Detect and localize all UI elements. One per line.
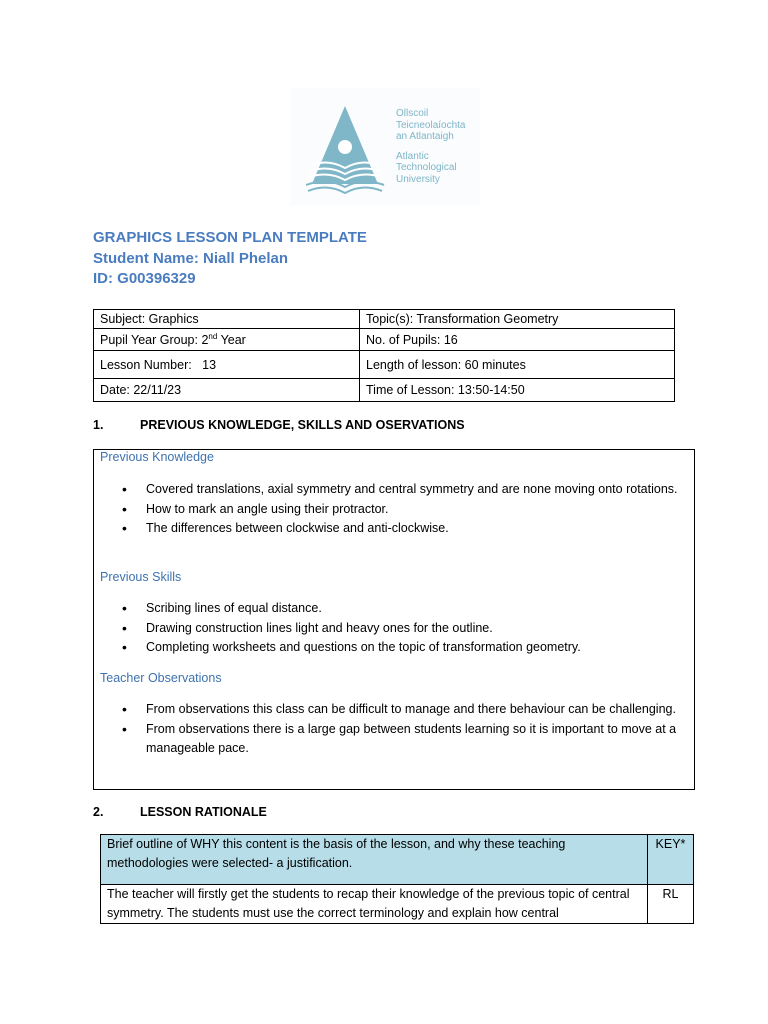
topic-cell: Topic(s): Transformation Geometry [360, 310, 675, 329]
key-header-cell: KEY* [648, 835, 694, 885]
previous-skills-heading: Previous Skills [100, 570, 182, 584]
logo-line: Atlantic [396, 150, 429, 162]
lesson-rationale-table [100, 834, 694, 924]
table-row [101, 835, 694, 885]
table-row [101, 885, 694, 924]
logo-line: University [396, 173, 440, 185]
atu-emblem-icon [302, 102, 388, 194]
list-item: • From observations this class can be difficult to manage and there behaviour can be challenging. [94, 700, 681, 720]
rationale-body-cell: The teacher will firstly get the students to recap their knowledge of the previous topic of central symmetry. The students must use the correct terminology and explain how central [101, 885, 648, 924]
list-item: • From observations there is a large gap between students learning so it is important to move at a manageable pace. [94, 720, 681, 759]
section-heading-rationale: 2. LESSON RATIONALE [93, 805, 267, 819]
logo-line: an Atlantaigh [396, 131, 454, 142]
rationale-header-cell: Brief outline of WHY this content is the basis of the lesson, and why these teaching methodologies were selected- a justification. [101, 835, 648, 885]
key-body-cell: RL [648, 885, 694, 924]
table-row [94, 351, 675, 379]
teacher-observations-list [94, 700, 681, 759]
university-logo [290, 88, 480, 206]
pupils-cell: No. of Pupils: 16 [360, 329, 675, 351]
subject-cell: Subject: Graphics [94, 310, 360, 329]
list-item: • Drawing construction lines light and heavy ones for the outline. [94, 619, 681, 639]
table-row [94, 310, 675, 329]
knowledge-box [93, 449, 695, 790]
table-row [94, 379, 675, 402]
student-name: Student Name: Niall Phelan [93, 249, 289, 267]
table-row [94, 329, 675, 351]
list-item: • The differences between clockwise and anti-clockwise. [94, 519, 681, 539]
logo-line: Technological [396, 162, 457, 173]
list-item: • Completing worksheets and questions on the topic of transformation geometry. [94, 638, 681, 658]
list-item: • Covered translations, axial symmetry and central symmetry and are none moving onto rotations. [94, 480, 681, 500]
pupil-group-cell: Pupil Year Group: 2nd Year [94, 329, 360, 351]
lesson-info-table [93, 309, 675, 402]
lesson-length-cell: Length of lesson: 60 minutes [360, 351, 675, 379]
list-item: • How to mark an angle using their protractor. [94, 500, 681, 520]
document-header [93, 228, 367, 290]
previous-knowledge-heading: Previous Knowledge [100, 450, 214, 464]
logo-wordmark [396, 108, 466, 185]
teacher-observations-heading: Teacher Observations [100, 671, 222, 685]
previous-knowledge-list [94, 480, 681, 539]
logo-line: Ollscoil [396, 108, 429, 119]
previous-skills-list [94, 599, 681, 658]
lesson-number-cell: Lesson Number: 13 [94, 351, 360, 379]
section-heading-knowledge: 1. PREVIOUS KNOWLEDGE, SKILLS AND OSERVATIONS [93, 418, 465, 432]
document-title: GRAPHICS LESSON PLAN TEMPLATE [93, 229, 367, 246]
list-item: • Scribing lines of equal distance. [94, 599, 681, 619]
student-id: ID: G00396329 [93, 270, 196, 287]
date-cell: Date: 22/11/23 [94, 379, 360, 402]
lesson-time-cell: Time of Lesson: 13:50-14:50 [360, 379, 675, 402]
logo-line: Teicneolaíochta [396, 119, 466, 131]
